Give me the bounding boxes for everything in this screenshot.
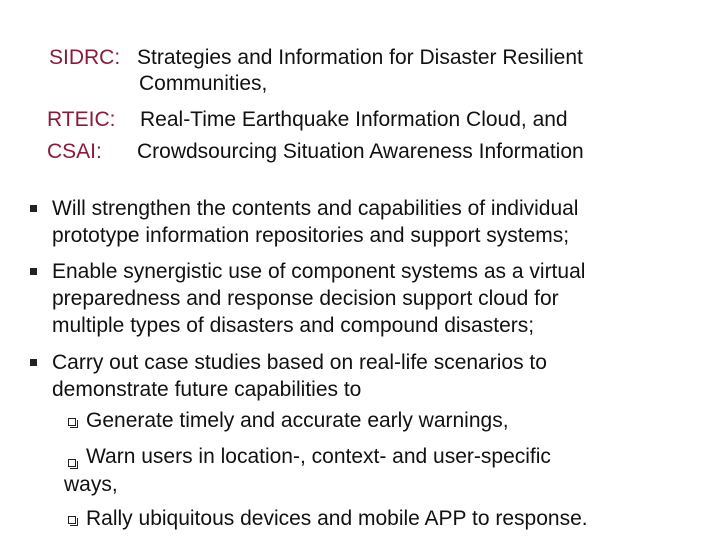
acronym-rteic-key-line <box>47 107 115 133</box>
acronym-sidrc-line-1 <box>49 45 120 71</box>
bullet-2-line-3: multiple types of disasters and compound disasters; <box>52 314 535 337</box>
box-bullet-icon <box>68 459 76 467</box>
bullet-3-line-1: Carry out case studies based on real-life scenarios to <box>52 351 547 374</box>
box-bullet-icon <box>68 516 76 524</box>
box-bullet-icon <box>68 418 76 426</box>
subitem-1-line-1: Generate timely and accurate early warnings, <box>86 409 509 432</box>
acronym-key-sidrc: SIDRC: <box>49 46 121 69</box>
acronym-sidrc-text-1: Strategies and Information for Disaster Resilient <box>137 46 583 69</box>
subitem-2-line-1: Warn users in location-, context- and user-specific <box>86 445 551 468</box>
acronym-csai-key-line <box>47 139 102 165</box>
square-bullet-icon <box>30 268 37 275</box>
bullet-3-line-2: demonstrate future capabilities to <box>52 378 362 401</box>
subitem-2-line-2: ways, <box>64 473 118 496</box>
square-bullet-icon <box>30 359 37 366</box>
square-bullet-icon <box>30 205 37 212</box>
bullet-1-line-1: Will strengthen the contents and capabilities of individual <box>52 197 579 220</box>
acronym-csai-text: Crowdsourcing Situation Awareness Information <box>137 140 584 163</box>
bullet-2-line-1: Enable synergistic use of component systems as a virtual <box>52 260 586 283</box>
acronym-key-rteic: RTEIC: <box>47 108 116 131</box>
acronym-key-csai: CSAI: <box>47 140 102 163</box>
bullet-2-line-2: preparedness and response decision support cloud for <box>52 287 559 310</box>
bullet-1-line-2: prototype information repositories and support systems; <box>52 224 570 247</box>
acronym-sidrc-text-2: Communities, <box>139 72 268 95</box>
subitem-3-line-1: Rally ubiquitous devices and mobile APP to response. <box>86 507 588 530</box>
acronym-rteic-text: Real-Time Earthquake Information Cloud, and <box>140 108 568 131</box>
